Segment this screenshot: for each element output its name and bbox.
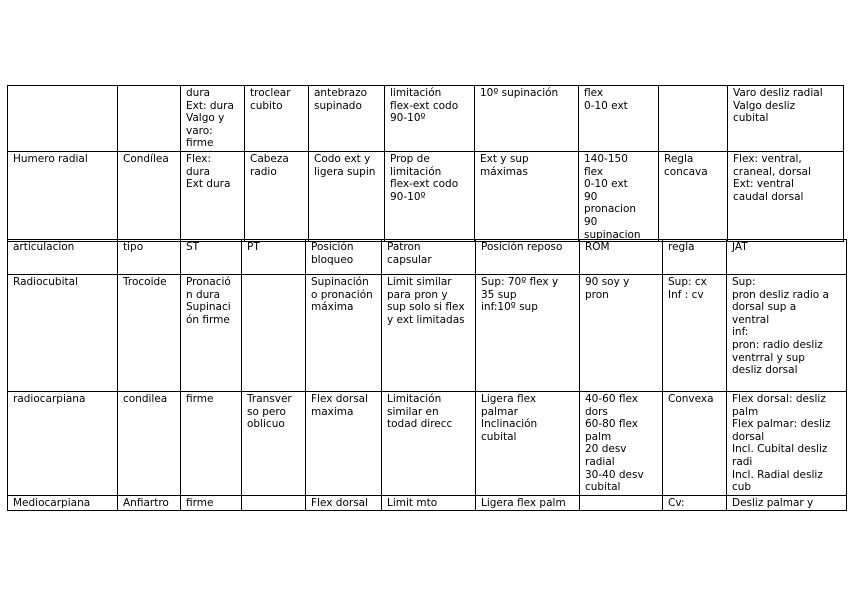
table-cell <box>118 86 181 152</box>
joint-table <box>7 239 847 511</box>
table-cell: Flex dorsal maxima <box>306 392 382 496</box>
table-row <box>8 152 844 242</box>
header-cell: ROM <box>580 240 663 275</box>
table-cell: firme <box>181 392 242 496</box>
table-cell: Limit mto <box>382 496 476 511</box>
table-cell: Prop de limitación flex-ext codo 90-10º <box>385 152 475 242</box>
table-cell: Supinación o pronación máxima <box>306 275 382 392</box>
table-cell: antebrazo supinado <box>309 86 385 152</box>
header-cell: regla <box>663 240 727 275</box>
table-cell <box>242 275 306 392</box>
header-cell: articulacion <box>8 240 118 275</box>
table-cell: Anfiartro <box>118 496 181 511</box>
table-cell: condilea <box>118 392 181 496</box>
table-cell: Sup: 70º flex y 35 sup inf:10º sup <box>476 275 580 392</box>
table-cell: dura Ext: dura Valgo y varo: firme <box>181 86 245 152</box>
table-cell: Mediocarpiana <box>8 496 118 511</box>
table-cell <box>242 496 306 511</box>
table-cell: Pronació n dura Supinaci ón firme <box>181 275 242 392</box>
table-cell: Flex dorsal: desliz palm Flex palmar: desliz dorsal Incl. Cubital desliz radi Incl. Radial desliz cub <box>727 392 847 496</box>
upper-table-fragment <box>7 85 844 242</box>
table-cell: Limitación similar en todad direcc <box>382 392 476 496</box>
header-cell: JAT <box>727 240 847 275</box>
table-cell: Ligera flex palmar Inclinación cubital <box>476 392 580 496</box>
table-cell: troclear cubito <box>245 86 309 152</box>
table-row <box>8 86 844 152</box>
table-cell: Desliz palmar y <box>727 496 847 511</box>
table-cell: Codo ext y ligera supin <box>309 152 385 242</box>
header-cell: Posición reposo <box>476 240 580 275</box>
table-cell: 10º supinación <box>475 86 579 152</box>
table-cell: Convexa <box>663 392 727 496</box>
table-cell: Sup: cx Inf : cv <box>663 275 727 392</box>
table-cell: Flex dorsal <box>306 496 382 511</box>
table-cell: Flex: ventral, craneal, dorsal Ext: ventral caudal dorsal <box>728 152 844 242</box>
table-cell <box>8 86 118 152</box>
table-cell: Varo desliz radial Valgo desliz cubital <box>728 86 844 152</box>
table-cell: Regla concava <box>659 152 728 242</box>
table-cell: Radiocubital <box>8 275 118 392</box>
table-cell: 140-150 flex 0-10 ext 90 pronacion 90 supinacion <box>579 152 659 242</box>
table-cell: Condílea <box>118 152 181 242</box>
table-cell: 40-60 flex dors 60-80 flex palm 20 desv radial 30-40 desv cubital <box>580 392 663 496</box>
table-header-row <box>8 240 847 275</box>
table-cell: limitación flex-ext codo 90-10º <box>385 86 475 152</box>
table-cell: radiocarpiana <box>8 392 118 496</box>
table-cell: Limit similar para pron y sup solo si flex y ext limitadas <box>382 275 476 392</box>
table-row <box>8 275 847 392</box>
table-cell: Cv: <box>663 496 727 511</box>
header-cell: Patron capsular <box>382 240 476 275</box>
table-row <box>8 496 847 511</box>
table-cell: Transver so pero oblicuo <box>242 392 306 496</box>
table-cell: flex 0-10 ext <box>579 86 659 152</box>
header-cell: ST <box>181 240 242 275</box>
table-cell: Sup: pron desliz radio a dorsal sup a ventral inf: pron: radio desliz ventrral y sup desliz dorsal <box>727 275 847 392</box>
table-cell: Ligera flex palm <box>476 496 580 511</box>
header-cell: PT <box>242 240 306 275</box>
table-cell: 90 soy y pron <box>580 275 663 392</box>
table-cell: firme <box>181 496 242 511</box>
table-cell: Cabeza radio <box>245 152 309 242</box>
table-cell: Flex: dura Ext dura <box>181 152 245 242</box>
table-row <box>8 392 847 496</box>
table-cell <box>580 496 663 511</box>
table-cell: Ext y sup máximas <box>475 152 579 242</box>
header-cell: tipo <box>118 240 181 275</box>
header-cell: Posición bloqueo <box>306 240 382 275</box>
table-cell: Humero radial <box>8 152 118 242</box>
table-cell: Trocoide <box>118 275 181 392</box>
table-cell <box>659 86 728 152</box>
